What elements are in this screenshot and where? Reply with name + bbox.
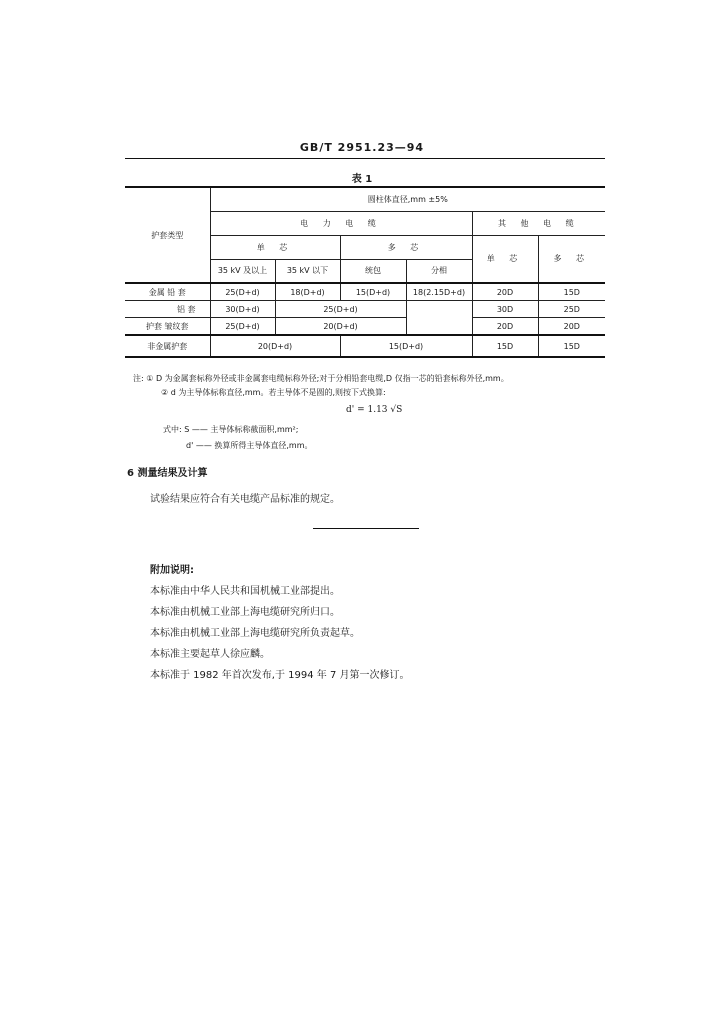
additional-line: 本标准主要起草人徐应麟。 bbox=[150, 649, 270, 660]
additional-line: 本标准于 1982 年首次发布,于 1994 年 7 月第一次修订。 bbox=[150, 670, 410, 681]
formula-where-s: 式中: S —— 主导体标称截面积,mm²; bbox=[163, 425, 299, 434]
additional-line: 本标准由机械工业部上海电缆研究所归口。 bbox=[150, 607, 340, 618]
header-other-cable: 其 他 电 缆 bbox=[472, 211, 605, 235]
row-label-aluminum: 铝 套 bbox=[125, 301, 210, 318]
table-cell: 20(D+d) bbox=[210, 335, 340, 357]
header-power-cable: 电 力 电 缆 bbox=[210, 211, 472, 235]
header-rule bbox=[125, 158, 605, 159]
formula-where-d: d' —— 换算所得主导体直径,mm。 bbox=[186, 441, 313, 450]
table-row bbox=[125, 335, 605, 357]
header-cylinder-diameter: 圆柱体直径,mm ±5% bbox=[210, 187, 605, 211]
header-power-multi-core: 多 芯 bbox=[340, 235, 472, 259]
table-cell: 30(D+d) bbox=[210, 301, 275, 318]
table-row bbox=[125, 318, 605, 336]
additional-notes bbox=[150, 560, 410, 686]
bending-diameter-table bbox=[125, 186, 605, 358]
table-cell: 25D bbox=[538, 301, 605, 318]
table-cell: 25(D+d) bbox=[210, 318, 275, 336]
additional-line: 本标准由中华人民共和国机械工业部提出。 bbox=[150, 586, 340, 597]
conversion-formula: d' = 1.13 √S bbox=[346, 405, 403, 415]
table-cell: 18(2.15D+d) bbox=[406, 283, 472, 301]
table-cell: 15D bbox=[472, 335, 538, 357]
header-split-phase: 分相 bbox=[406, 259, 472, 283]
note-2: ② d 为主导体标称直径,mm。若主导体不是圆的,则按下式换算: bbox=[161, 388, 386, 397]
table-cell: 15D bbox=[538, 283, 605, 301]
note-1: 注: ① D 为金属套标称外径或非金属套电缆标称外径;对于分相铅套电缆,D 仅指一芯的铅套标称外径,mm。 bbox=[133, 374, 509, 383]
additional-notes-title: 附加说明: bbox=[150, 565, 194, 576]
table-cell: 20(D+d) bbox=[275, 318, 406, 336]
table-row bbox=[125, 283, 605, 301]
header-35kv-above: 35 kV 及以上 bbox=[210, 259, 275, 283]
header-sheath-type: 护套类型 bbox=[125, 187, 210, 283]
table-cell: 30D bbox=[472, 301, 538, 318]
additional-line: 本标准由机械工业部上海电缆研究所负责起草。 bbox=[150, 628, 360, 639]
header-power-single-core: 单 芯 bbox=[210, 235, 340, 259]
header-35kv-below: 35 kV 以下 bbox=[275, 259, 340, 283]
row-label-nonmetal: 非金属护套 bbox=[125, 335, 210, 357]
table-cell: 20D bbox=[472, 318, 538, 336]
end-rule bbox=[313, 528, 419, 529]
header-other-single-core: 单 芯 bbox=[472, 235, 538, 283]
table-row bbox=[125, 301, 605, 318]
section-6-heading: 6 测量结果及计算 bbox=[127, 468, 208, 479]
table-cell: 15(D+d) bbox=[340, 283, 406, 301]
row-label-lead: 金属 铅 套 bbox=[125, 283, 210, 301]
table-cell: 15(D+d) bbox=[340, 335, 472, 357]
row-label-corrugated: 护套 皱纹套 bbox=[125, 318, 210, 336]
table-cell: 25(D+d) bbox=[275, 301, 406, 318]
section-6-body: 试验结果应符合有关电缆产品标准的规定。 bbox=[150, 494, 340, 505]
table-title: 表 1 bbox=[351, 174, 373, 185]
table-cell: 15D bbox=[538, 335, 605, 357]
header-other-multi-core: 多 芯 bbox=[538, 235, 605, 283]
table-notes bbox=[133, 372, 633, 400]
table-cell: 20D bbox=[472, 283, 538, 301]
table-cell: 18(D+d) bbox=[275, 283, 340, 301]
table-cell-empty bbox=[406, 301, 472, 336]
table-cell: 20D bbox=[538, 318, 605, 336]
table-cell: 25(D+d) bbox=[210, 283, 275, 301]
standard-number: GB/T 2951.23—94 bbox=[299, 141, 425, 154]
header-stranded: 统包 bbox=[340, 259, 406, 283]
